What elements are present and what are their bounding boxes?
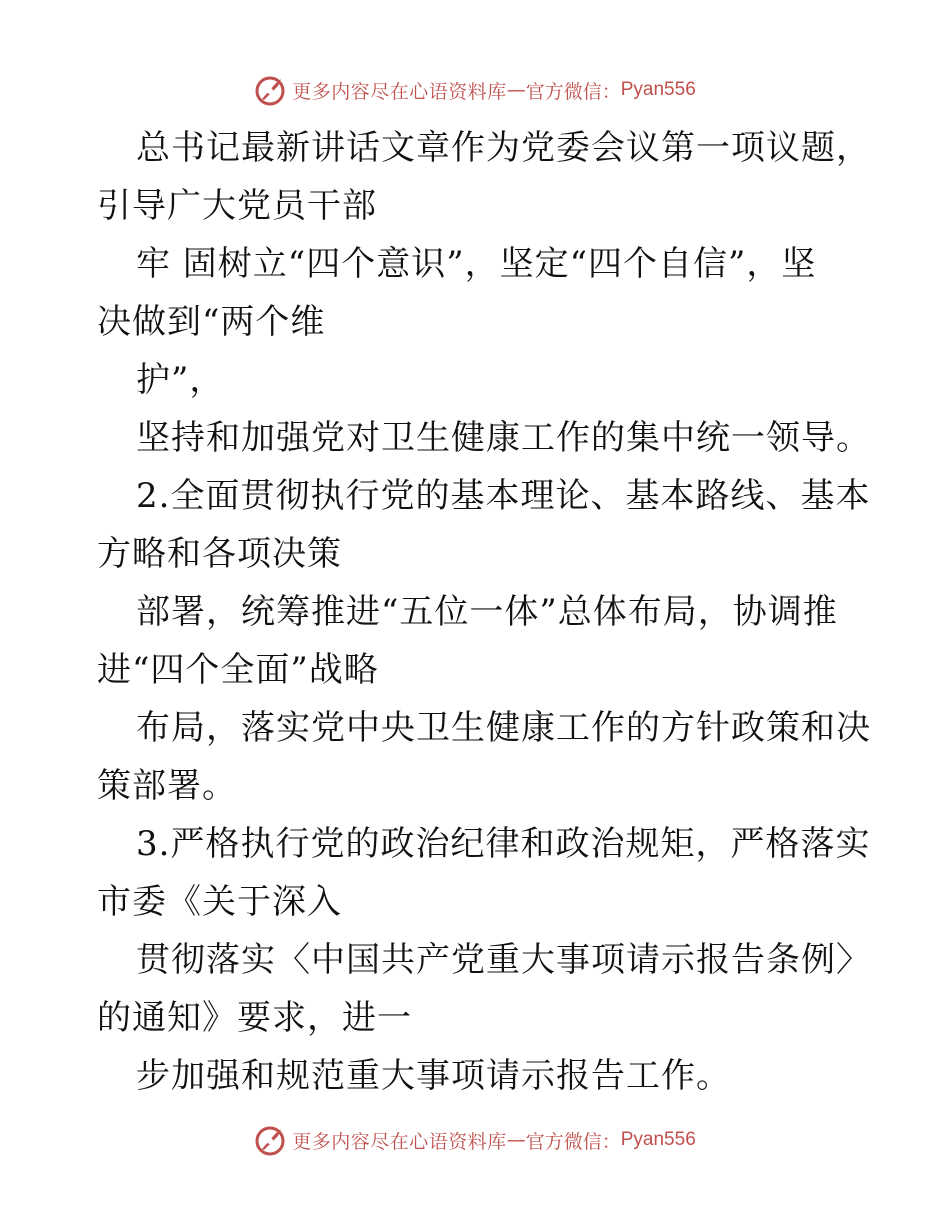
watermark-separator: —	[506, 79, 526, 101]
body-line: 的通知》要求，进一	[97, 998, 412, 1038]
watermark-wechat-id: Pyan556	[620, 1129, 696, 1150]
body-line: 引导广大党员干部	[97, 186, 377, 226]
watermark-main-text: 更多内容尽在心语资料库	[292, 80, 507, 103]
header-watermark	[0, 72, 950, 108]
body-line: 贯彻落实〈中国共产党重大事项请示报告条例〉	[136, 940, 871, 980]
body-line: 部署，统筹推进“五位一体”总体布局，协调推	[136, 592, 838, 632]
body-line: 进“四个全面”战略	[97, 650, 379, 690]
pen-logo-icon	[254, 1123, 288, 1157]
pen-logo-icon	[254, 73, 288, 107]
watermark-sub-text: 官方微信：	[525, 1130, 621, 1153]
body-line: 3.严格执行党的政治纪律和政治规矩，严格落实	[136, 824, 871, 864]
watermark-wechat-id: Pyan556	[620, 79, 696, 100]
footer-watermark	[0, 1122, 950, 1158]
body-line: 步加强和规范重大事项请示报告工作。	[136, 1056, 731, 1096]
body-line: 市委《关于深入	[97, 882, 342, 922]
watermark-sub-text: 官方微信：	[525, 80, 621, 103]
body-line: 方略和各项决策	[97, 534, 342, 574]
body-line: 坚持和加强党对卫生健康工作的集中统一领导。	[136, 418, 871, 458]
watermark-main-text: 更多内容尽在心语资料库	[292, 1130, 507, 1153]
body-line: 策部署。	[97, 766, 237, 806]
body-line: 决做到“两个维	[97, 302, 326, 342]
body-line: 牢 固树立“四个意识”，坚定“四个自信”，坚	[136, 244, 817, 284]
body-line: 总书记最新讲话文章作为党委会议第一项议题，	[136, 128, 871, 168]
body-line: 布局，落实党中央卫生健康工作的方针政策和决	[136, 708, 871, 748]
body-line: 护”，	[136, 360, 225, 400]
body-line: 2.全面贯彻执行党的基本理论、基本路线、基本	[136, 476, 871, 516]
watermark-separator: —	[506, 1129, 526, 1151]
